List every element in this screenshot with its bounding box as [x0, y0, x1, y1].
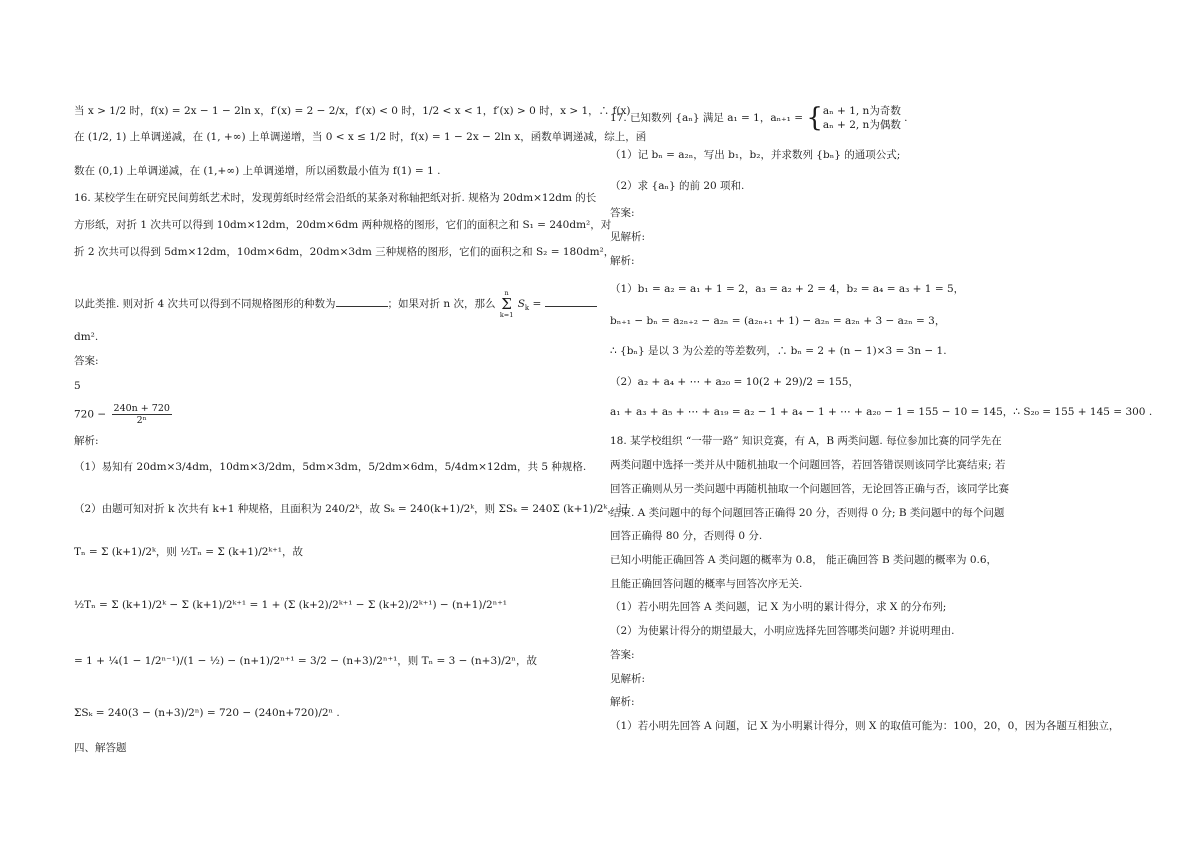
answer-value: 5 [74, 380, 81, 392]
question-17-part: （1）记 bₙ = a₂ₙ，写出 b₁，b₂，并求数列 {bₙ} 的通项公式; [610, 149, 901, 161]
see-analysis: 见解析: [610, 231, 646, 243]
see-analysis: 见解析: [610, 673, 646, 685]
numerator: 240n + 720 [113, 403, 170, 414]
solution-line: = 1 + ¼(1 − 1/2ⁿ⁻¹)/(1 − ½) − (n+1)/2ⁿ⁺¹ = 3/2 − (n+3)/2ⁿ⁺¹，则 Tₙ = 3 − (n+3)/2ⁿ，故 [74, 655, 537, 667]
question-16-text: 16. 某校学生在研究民间剪纸艺术时，发现剪纸时经常会沿纸的某条对称轴把纸对折. 规格为 20dm×12dm 的长 [74, 192, 597, 204]
solution-line: bₙ₊₁ − bₙ = a₂ₙ₊₂ − a₂ₙ = (a₂ₙ₊₁ + 1) − a₂ₙ = a₂ₙ + 3 − a₂ₙ = 3， [610, 315, 946, 327]
analysis-label: 解析: [610, 255, 635, 267]
piecewise-cases [823, 104, 901, 132]
question-18-text: 结束. A 类问题中的每个问题回答正确得 20 分，否则得 0 分; B 类问题中的每个问题 [610, 507, 1005, 519]
solution-line: a₁ + a₃ + a₅ + ⋯ + a₁₉ = a₂ − 1 + a₄ − 1 + ⋯ + a₂₀ − 1 = 155 − 10 = 145，∴ S₂₀ = 155 + 145 = 300 . [610, 406, 1153, 418]
solution-line: ∴ {bₙ} 是以 3 为公差的等差数列，∴ bₙ = 2 + (n − 1)×3 = 3n − 1. [610, 345, 947, 357]
solution-line: （1）b₁ = a₂ = a₁ + 1 = 2，a₃ = a₂ + 2 = 4，b₂ = a₄ = a₃ + 1 = 5， [610, 283, 965, 295]
question-17-line: 17. 已知数列 {aₙ} 满足 a₁ = 1，aₙ₊₁ = { aₙ + 1, n为奇数 aₙ + 2, n为偶数 . [610, 103, 908, 133]
answer-label: 答案: [610, 649, 635, 661]
question-18-text: 且能正确回答问题的概率与回答次序无关. [610, 578, 803, 590]
answer-text: 720 − [74, 408, 107, 421]
question-18-part: （2）为使累计得分的期望最大，小明应选择先回答哪类问题? 并说明理由. [610, 625, 955, 637]
case-even: aₙ + 2, n为偶数 [822, 119, 901, 131]
solution-line: （1）易知有 20dm×3/4dm，10dm×3/2dm，5dm×3dm，5/2dm×6dm，5/4dm×12dm，共 5 种规格. [74, 461, 587, 473]
denominator: 2ⁿ [136, 415, 147, 426]
solution-line: ΣSₖ = 240(3 − (n+3)/2ⁿ) = 720 − (240n+720)/2ⁿ . [74, 707, 340, 719]
case-odd: aₙ + 1, n为奇数 [822, 105, 901, 117]
text-line: 数在 (0,1) 上单调递减，在 (1,+∞) 上单调递增，所以函数最小值为 f(1) = 1 . [74, 165, 441, 177]
text-line: 当 x > 1/2 时，f(x) = 2x − 1 − 2ln x，f′(x) = 2 − 2/x，f′(x) < 0 时，1/2 < x < 1，f′(x) > 0 时，x > 1，∴ f(x) [74, 105, 631, 117]
answer-formula [74, 403, 174, 426]
fraction [112, 403, 172, 426]
solution-line: Tₙ = Σ (k+1)/2ᵏ，则 ½Tₙ = Σ (k+1)/2ᵏ⁺¹，故 [74, 546, 303, 558]
solution-line: （1）若小明先回答 A 问题，记 X 为小明累计得分，则 X 的取值可能为：100，20，0，因为各题互相独立， [610, 720, 1120, 732]
brace: { [806, 103, 823, 133]
unit-text: dm². [74, 331, 99, 343]
question-16-text: ；如果对折 n 次，那么 [387, 298, 496, 310]
question-18-text: 18. 某学校组织 “一带一路” 知识竞赛，有 A，B 两类问题. 每位参加比赛的同学先在 [610, 435, 1002, 447]
analysis-label: 解析: [74, 435, 99, 447]
answer-label: 答案: [74, 355, 99, 367]
question-17-part: （2）求 {aₙ} 的前 20 项和. [610, 180, 745, 192]
question-17-text: 17. 已知数列 {aₙ} 满足 a₁ = 1，aₙ₊₁ = [610, 112, 804, 124]
section-heading: 四、解答题 [74, 742, 127, 754]
question-16-line: 以此类推. 则对折 4 次共可以得到不同规格图形的种数为 ；如果对折 n 次，那么 n Σ k=1 $S_k$ = [74, 289, 597, 319]
text-line: 在 (1/2, 1) 上单调递减，在 (1, +∞) 上单调递增，当 0 < x ≤ 1/2 时，f(x) = 1 − 2x − 2ln x，函数单调递减，综上，函 [74, 131, 647, 143]
analysis-label: 解析: [610, 696, 635, 708]
question-18-text: 回答正确则从另一类问题中再随机抽取一个问题回答，无论回答正确与否，该同学比赛 [610, 483, 1009, 495]
question-18-text: 回答正确得 80 分，否则得 0 分. [610, 530, 763, 542]
solution-line: ½Tₙ = Σ (k+1)/2ᵏ − Σ (k+1)/2ᵏ⁺¹ = 1 + (Σ (k+2)/2ᵏ⁺¹ − Σ (k+2)/2ᵏ⁺¹) − (n+1)/2ⁿ⁺¹ [74, 599, 508, 611]
question-16-text: 以此类推. 则对折 4 次共可以得到不同规格图形的种数为 [74, 298, 336, 310]
solution-line: （2）由题可知对折 k 次共有 k+1 种规格，且面积为 240/2ᵏ，故 Sₖ = 240(k+1)/2ᵏ，则 ΣSₖ = 240Σ (k+1)/2ᵏ，记 [74, 503, 629, 515]
sum-symbol: n Σ k=1 [499, 289, 514, 319]
question-18-text: 两类问题中选择一类并从中随机抽取一个问题回答，若回答错误则该同学比赛结束; 若 [610, 459, 1006, 471]
question-16-text: 方形纸，对折 1 次共可以得到 10dm×12dm，20dm×6dm 两种规格的图形，它们的面积之和 S₁ = 240dm²，对 [74, 219, 612, 231]
question-16-text: 折 2 次共可以得到 5dm×12dm，10dm×6dm，20dm×3dm 三种规格的图形，它们的面积之和 S₂ = 180dm²， [74, 246, 615, 258]
answer-label: 答案: [610, 207, 635, 219]
question-18-part: （1）若小明先回答 A 类问题，记 X 为小明的累计得分，求 X 的分布列; [610, 601, 947, 613]
answer-blank [545, 296, 597, 307]
answer-blank [336, 296, 388, 307]
solution-line: （2）a₂ + a₄ + ⋯ + a₂₀ = 10(2 + 29)/2 = 155， [610, 376, 859, 388]
question-18-text: 已知小明能正确回答 A 类问题的概率为 0.8， 能正确回答 B 类问题的概率为 0.6， [610, 554, 998, 566]
